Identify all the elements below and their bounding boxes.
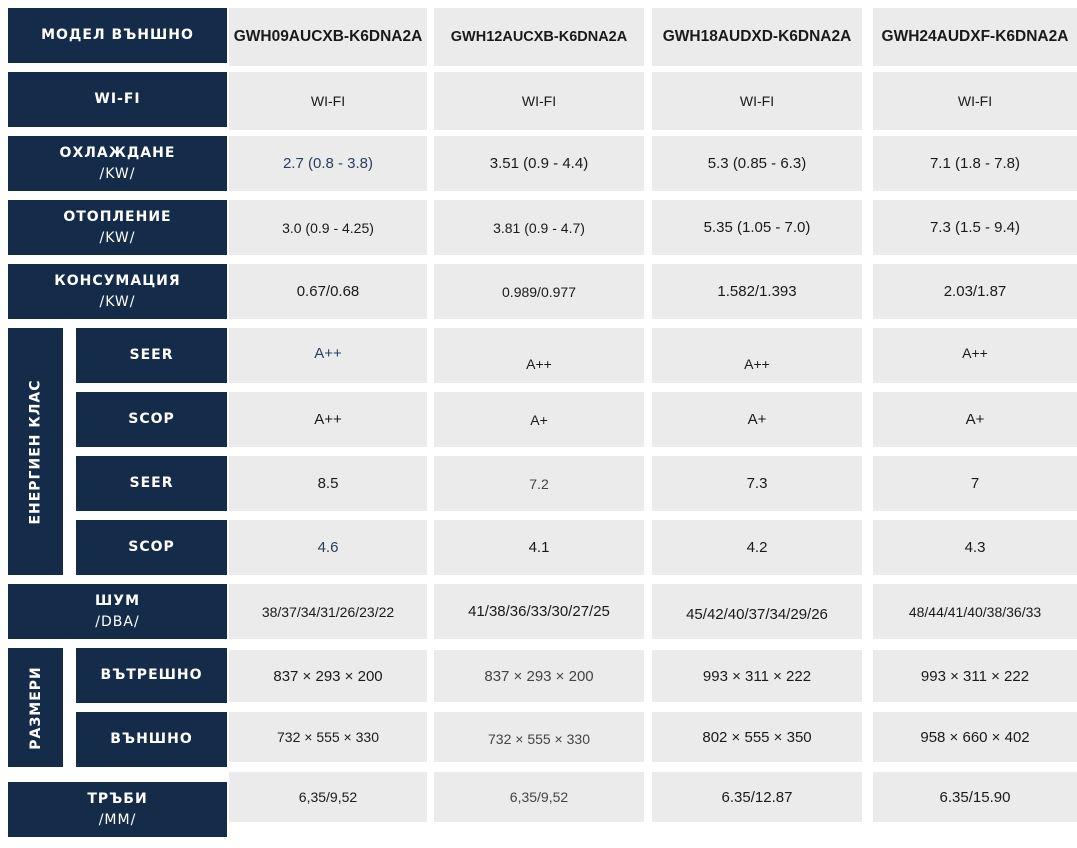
seer-value-label: SEER xyxy=(129,475,174,491)
wifi-value: WI-FI xyxy=(957,93,993,109)
cooling-value: 2.7 (0.8 - 3.8) xyxy=(282,155,374,172)
heating-value: 3.81 (0.9 - 4.7) xyxy=(493,219,585,236)
heating-value: 3.0 (0.9 - 4.25) xyxy=(282,219,374,236)
pipes-cell xyxy=(434,772,644,822)
seer-value: 7.3 xyxy=(746,475,768,492)
seer-cell xyxy=(229,456,427,511)
wifi-value: WI-FI xyxy=(521,93,557,109)
cooling-header xyxy=(8,136,227,191)
scop-value: 4.1 xyxy=(528,539,550,556)
scop-cell xyxy=(229,520,427,575)
indoor-cell xyxy=(873,650,1077,702)
heating-value: 7.3 (1.5 - 9.4) xyxy=(929,219,1021,236)
scop-class-cell xyxy=(873,392,1077,447)
consumption-cell xyxy=(229,264,427,319)
seer-cell xyxy=(873,456,1077,511)
consumption-value: 2.03/1.87 xyxy=(943,283,1007,300)
model-name: GWH09AUCXB-K6DNA2A xyxy=(233,28,423,45)
noise-header xyxy=(8,584,227,639)
scop-class-value: A++ xyxy=(314,411,342,428)
model-header xyxy=(8,8,227,63)
consumption-cell xyxy=(434,264,644,319)
seer-class-value: A++ xyxy=(526,355,552,372)
model-name-cell xyxy=(229,8,427,66)
cooling-cell xyxy=(873,136,1077,191)
outdoor-cell xyxy=(229,712,427,762)
wifi-cell xyxy=(873,72,1077,130)
outdoor-cell xyxy=(652,712,862,762)
outdoor-value: 958 × 660 × 402 xyxy=(920,728,1030,746)
seer-class-value: A++ xyxy=(744,355,770,372)
model-header-label: МОДЕЛ ВЪНШНО xyxy=(41,27,194,43)
cooling-cell xyxy=(434,136,644,191)
pipes-value: 6.35/12.87 xyxy=(721,788,793,806)
scop-value: 4.3 xyxy=(964,539,986,556)
heating-cell xyxy=(873,200,1077,255)
pipes-value: 6,35/9,52 xyxy=(298,789,358,805)
model-name-cell xyxy=(434,8,644,66)
scop-class-cell xyxy=(652,392,862,447)
seer-value: 7.2 xyxy=(529,475,549,492)
seer-class-value: A++ xyxy=(314,345,342,362)
consumption-value: 0.989/0.977 xyxy=(502,283,576,300)
cooling-cell xyxy=(652,136,862,191)
outdoor-header xyxy=(76,712,227,767)
model-name: GWH12AUCXB-K6DNA2A xyxy=(450,29,628,45)
pipes-value: 6.35/15.90 xyxy=(939,788,1011,806)
noise-value: 48/44/41/40/38/36/33 xyxy=(908,603,1042,620)
wifi-cell xyxy=(434,72,644,130)
cooling-header-unit: /KW/ xyxy=(99,165,136,182)
seer-class-value: A++ xyxy=(962,345,988,361)
heating-header-label: ОТОПЛЕНИЕ xyxy=(63,208,172,225)
seer-class-cell xyxy=(229,328,427,383)
pipes-header-unit: /MM/ xyxy=(98,811,137,828)
indoor-value: 837 × 293 × 200 xyxy=(273,667,383,685)
indoor-value: 837 × 293 × 200 xyxy=(484,667,594,685)
consumption-value: 1.582/1.393 xyxy=(717,283,797,300)
noise-value: 41/38/36/33/30/27/25 xyxy=(468,603,610,620)
outdoor-cell xyxy=(434,712,644,762)
pipes-value: 6,35/9,52 xyxy=(509,789,569,805)
consumption-header-unit: /KW/ xyxy=(99,293,136,310)
consumption-cell xyxy=(652,264,862,319)
scop-cell xyxy=(652,520,862,575)
noise-header-label: ШУМ xyxy=(94,592,141,609)
energy-class-label: ЕНЕРГИЕН КЛАС xyxy=(27,378,44,525)
outdoor-value: 732 × 555 × 330 xyxy=(488,731,590,747)
noise-cell xyxy=(434,584,644,639)
heating-header-unit: /KW/ xyxy=(99,229,136,246)
seer-value-header xyxy=(76,456,227,511)
noise-cell xyxy=(873,584,1077,639)
scop-value-label: SCOP xyxy=(128,539,175,555)
wifi-value: WI-FI xyxy=(310,93,346,109)
seer-class-cell xyxy=(873,328,1077,383)
scop-value-header xyxy=(76,520,227,575)
wifi-cell xyxy=(229,72,427,130)
energy-class-header xyxy=(8,328,63,575)
scop-cell xyxy=(873,520,1077,575)
pipes-header xyxy=(8,782,227,837)
consumption-value: 0.67/0.68 xyxy=(296,283,360,300)
wifi-value: WI-FI xyxy=(739,93,775,109)
seer-cell xyxy=(652,456,862,511)
wifi-cell xyxy=(652,72,862,130)
pipes-header-label: ТРЪБИ xyxy=(87,790,148,807)
seer-cell xyxy=(434,456,644,511)
pipes-cell xyxy=(652,772,862,822)
indoor-label: ВЪТРЕШНО xyxy=(100,667,203,683)
scop-class-cell xyxy=(434,392,644,447)
cooling-cell xyxy=(229,136,427,191)
wifi-header xyxy=(8,72,227,127)
indoor-value: 993 × 311 × 222 xyxy=(920,667,1030,685)
outdoor-label: ВЪНШНО xyxy=(110,731,193,747)
cooling-value: 3.51 (0.9 - 4.4) xyxy=(489,155,589,172)
heating-header xyxy=(8,200,227,255)
dimensions-header xyxy=(8,648,63,767)
indoor-cell xyxy=(652,650,862,702)
scop-value: 4.6 xyxy=(317,539,339,556)
seer-class-cell xyxy=(652,328,862,383)
model-name-cell xyxy=(652,8,862,66)
scop-class-cell xyxy=(229,392,427,447)
heating-value: 5.35 (1.05 - 7.0) xyxy=(703,219,811,236)
outdoor-value: 732 × 555 × 330 xyxy=(277,729,379,745)
wifi-header-label: WI-FI xyxy=(94,91,141,107)
scop-class-value: A+ xyxy=(747,411,767,428)
cooling-value: 7.1 (1.8 - 7.8) xyxy=(929,155,1021,172)
scop-class-value: A+ xyxy=(530,411,548,428)
noise-value: 45/42/40/37/34/29/26 xyxy=(686,606,828,623)
model-name-cell xyxy=(873,8,1077,66)
scop-class-header xyxy=(76,392,227,447)
heating-cell xyxy=(652,200,862,255)
noise-header-unit: /DBA/ xyxy=(95,613,140,630)
indoor-header xyxy=(76,648,227,703)
cooling-value: 5.3 (0.85 - 6.3) xyxy=(707,155,807,172)
indoor-value: 993 × 311 × 222 xyxy=(702,667,812,685)
scop-cell xyxy=(434,520,644,575)
outdoor-value: 802 × 555 × 350 xyxy=(702,728,812,746)
seer-value: 7 xyxy=(970,475,980,492)
model-name: GWH18AUDXD-K6DNA2A xyxy=(662,28,852,45)
seer-class-cell xyxy=(434,328,644,383)
outdoor-cell xyxy=(873,712,1077,762)
consumption-header-label: КОНСУМАЦИЯ xyxy=(54,272,181,289)
consumption-cell xyxy=(873,264,1077,319)
consumption-header xyxy=(8,264,227,319)
indoor-cell xyxy=(229,650,427,702)
pipes-cell xyxy=(229,772,427,822)
cooling-header-label: ОХЛАЖДАНЕ xyxy=(59,144,176,161)
seer-class-label: SEER xyxy=(129,347,174,363)
dimensions-label: РАЗМЕРИ xyxy=(27,665,44,750)
noise-cell xyxy=(652,584,862,639)
heating-cell xyxy=(434,200,644,255)
model-name: GWH24AUDXF-K6DNA2A xyxy=(881,28,1069,45)
scop-class-value: A+ xyxy=(965,411,985,428)
pipes-cell xyxy=(873,772,1077,822)
seer-value: 8.5 xyxy=(317,475,339,492)
noise-cell xyxy=(229,584,427,639)
noise-value: 38/37/34/31/26/23/22 xyxy=(261,603,395,620)
scop-class-label: SCOP xyxy=(128,411,175,427)
seer-class-header xyxy=(76,328,227,383)
scop-value: 4.2 xyxy=(746,539,768,556)
indoor-cell xyxy=(434,650,644,702)
heating-cell xyxy=(229,200,427,255)
